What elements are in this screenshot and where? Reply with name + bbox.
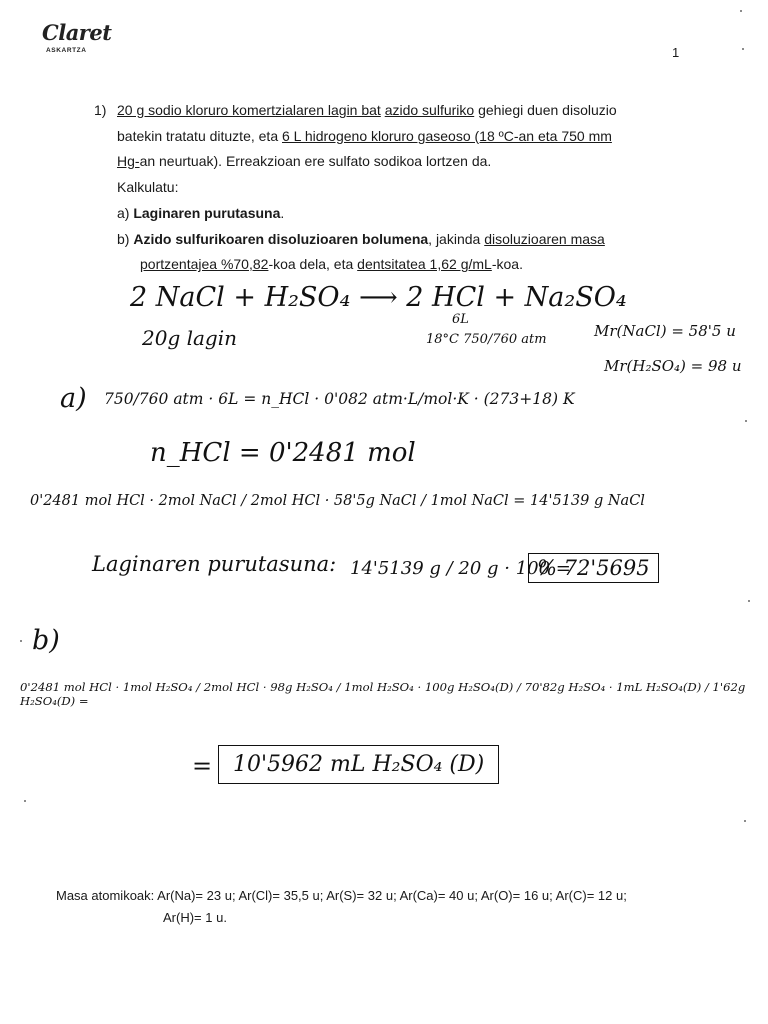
text-span: b) [117,231,134,247]
purity-calculation: 14'5139 g / 20 g · 100 = [350,558,571,579]
text-span: . [280,205,285,221]
question-b-line-2 [140,252,700,277]
volume-calculation: 0'2481 mol HCl · 1mol H₂SO₄ / 2mol HCl · 98g H₂SO₄ / 1mol H₂SO₄ · 100g H₂SO₄(D) / 70'82g H₂SO₄ · 1mL H₂SO₄(D) / 1'62g H₂SO₄(D) = [20,680,746,708]
atomic-masses-line-1: Masa atomikoak: Ar(Na)= 23 u; Ar(Cl)= 35,5 u; Ar(S)= 32 u; Ar(Ca)= 40 u; Ar(O)= 16 u; Ar(C)= 12 u; [56,888,627,903]
purity-result-box: % 72'5695 [528,553,659,583]
scan-speck [740,10,742,12]
mass-nacl-calculation: 0'2481 mol HCl · 2mol NaCl / 2mol HCl · 58'5g NaCl / 1mol NaCl = 14'5139 g NaCl [30,493,645,509]
problem-line-3 [117,149,707,174]
underlined-sample: 20 g sodio kloruro komertzialaren lagin bat [117,102,381,118]
text-span: , jakinda [428,231,485,247]
question-b-bold: Azido sulfurikoaren disoluzioaren bolumena [133,231,429,247]
calc-label: Kalkulatu: [117,179,179,195]
underlined-hg: Hg- [117,153,140,169]
question-a [117,201,284,226]
problem-number: 1) [94,102,107,118]
text-span: a) [117,205,134,221]
logo-subtitle: ASKARTZA [46,47,87,54]
part-b-label: b) [32,625,60,656]
underlined-percent: portzentajea %70,82 [140,256,269,272]
question-a-bold: Laginaren purutasuna [133,205,281,221]
problem-line-1 [117,98,697,123]
text-span: gehiegi duen disoluzio [474,102,617,118]
atomic-masses-line-2: Ar(H)= 1 u. [163,910,227,925]
text-span: an neurtuak). Erreakzioan ere sulfato sodikoa lortzen da. [139,153,492,169]
ideal-gas-equation: 750/760 atm · 6L = n_HCl · 0'082 atm·L/mol·K · (273+18) K [104,390,575,408]
underlined-mass-percent: disoluzioaren masa [484,231,605,247]
volume-result-box: 10'5962 mL H₂SO₄ (D) [218,745,499,784]
question-b-line-1 [117,227,680,252]
molar-mass-h2so4: Mr(H₂SO₄) = 98 u [604,357,742,375]
problem-line-2 [117,124,707,149]
volume-equals-sign: = [192,752,213,780]
gas-volume-note: 6L [452,312,469,327]
text-span: -koa dela, eta [268,256,358,272]
scan-speck [742,48,744,50]
sample-note: 20g lagin [142,326,238,350]
reaction-equation: 2 NaCl + H₂SO₄ ⟶ 2 HCl + Na₂SO₄ [130,282,627,313]
scan-speck [20,640,22,642]
text-span: batekin tratatu dituzte, eta [117,128,282,144]
gas-conditions-note: 18°C 750/760 atm [426,332,547,347]
underlined-density: dentsitatea 1,62 g/mL [357,256,492,272]
moles-hcl: n_HCl = 0'2481 mol [150,438,416,468]
logo-text: Claret [42,20,112,45]
page-number: 1 [672,45,680,60]
underlined-acid: azido sulfuriko [384,102,475,118]
part-a-label: a) [60,383,87,414]
text-span: -koa. [491,256,523,272]
scan-speck [24,800,26,802]
underlined-gas: 6 L hidrogeno kloruro gaseoso (18 ºC-an eta 750 mm [282,128,612,144]
scan-speck [748,600,750,602]
molar-mass-nacl: Mr(NaCl) = 58'5 u [594,322,736,340]
scan-speck [744,820,746,822]
scan-speck [745,420,747,422]
purity-label: Laginaren purutasuna: [92,552,337,576]
